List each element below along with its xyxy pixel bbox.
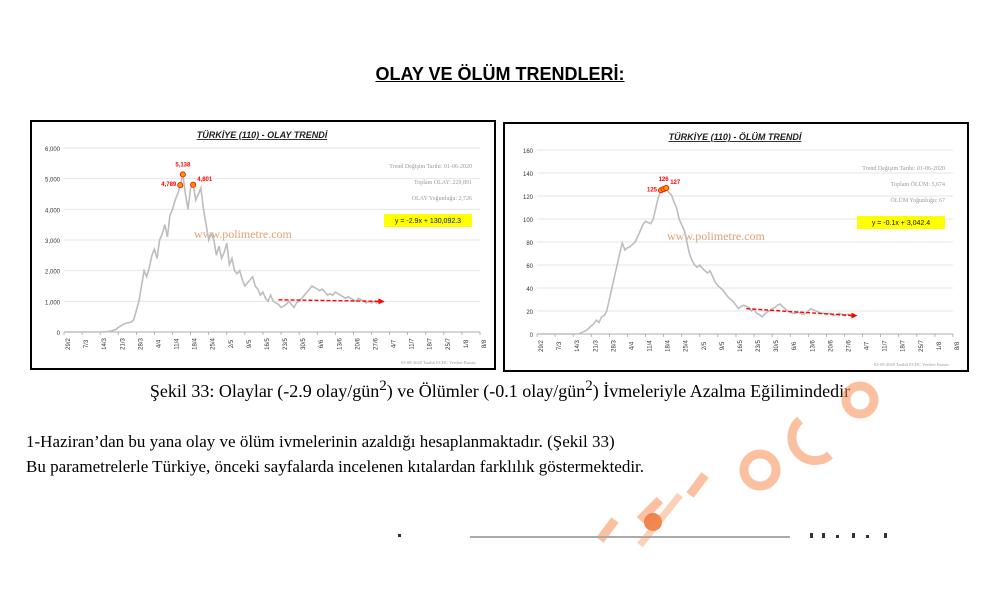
paragraph-1: 1-Haziran’dan bu yana olay ve ölüm ivmelerinin azaldığı hesaplanmaktadır. (Şekil 33) — [26, 432, 615, 451]
y-tick-label: 4,000 — [44, 208, 60, 215]
chart-watermark-text: www.polimetre.com — [194, 227, 292, 241]
figure-caption — [0, 378, 1000, 402]
paragraph-2: Bu parametrelerle Türkiye, önceki sayfalarda incelenen kıtalardan farklılık göstermektedir. — [26, 457, 645, 476]
x-tick-label: 25/4 — [210, 338, 217, 350]
x-tick-label: 14/3 — [102, 338, 109, 350]
y-tick-label: 2,000 — [44, 269, 60, 276]
x-tick-label: 13/6 — [810, 340, 817, 352]
trend-equation: y = -0.1x + 3,042.4 — [871, 220, 931, 227]
y-tick-label: 20 — [526, 310, 533, 316]
x-tick-label: 25/4 — [683, 340, 690, 352]
peak-label: 4,789 — [161, 182, 177, 189]
x-tick-label: 4/4 — [629, 341, 636, 351]
x-tick-label: 21/3 — [593, 340, 600, 352]
x-tick-label: 16/5 — [264, 338, 271, 350]
caption-superscript-1: 2 — [379, 378, 387, 394]
y-tick-label: 1,000 — [44, 300, 60, 307]
chart-info-line: ÖLÜM Yoğunluğu: 67 — [890, 198, 945, 204]
y-tick-label: 6,000 — [44, 147, 60, 153]
x-tick-label: 6/6 — [792, 341, 799, 351]
x-tick-label: 13/6 — [337, 338, 344, 350]
x-tick-label: 23/5 — [283, 338, 290, 350]
chart-info-line: Toplam ÖLÜM: 5,674 — [890, 182, 945, 188]
x-tick-label: 27/6 — [846, 340, 853, 352]
peak-marker — [178, 183, 183, 188]
x-tick-label: 11/7 — [409, 338, 416, 350]
y-tick-label: 5,000 — [44, 177, 60, 184]
y-tick-label: 100 — [522, 218, 533, 224]
olay-trend-chart — [30, 120, 496, 370]
x-tick-label: 29/2 — [539, 340, 545, 352]
peak-label: 127 — [670, 179, 681, 186]
x-tick-label: 20/6 — [828, 340, 835, 352]
peak-label: 5,138 — [175, 162, 191, 169]
chart-footer: 03-08-2020 Tarihli ECDC Verileri Esastır — [873, 362, 949, 367]
peak-label: 4,801 — [197, 176, 213, 183]
x-tick-label: 7/3 — [84, 339, 91, 349]
x-tick-label: 4/7 — [391, 339, 398, 349]
x-tick-label: 11/4 — [647, 340, 654, 352]
x-tick-label: 14/3 — [575, 340, 582, 352]
x-tick-label: 8/8 — [955, 341, 961, 351]
series-line — [537, 188, 852, 334]
x-tick-label: 20/6 — [355, 338, 362, 350]
y-tick-label: 80 — [526, 241, 533, 247]
page-title: OLAY VE ÖLÜM TRENDLERİ: — [375, 64, 625, 84]
chart-watermark-text: www.polimetre.com — [667, 229, 765, 243]
x-tick-label: 2/5 — [228, 339, 235, 349]
x-tick-label: 30/5 — [774, 340, 781, 352]
x-tick-label: 28/3 — [611, 340, 618, 352]
chart-info-line: Trend Değişim Tarihi: 01-06-2020 — [389, 164, 472, 170]
caption-part-1: Şekil 33: Olaylar (-2.9 olay/gün — [149, 381, 380, 401]
x-tick-label: 18/4 — [192, 338, 199, 350]
x-tick-label: 4/4 — [156, 339, 163, 349]
chart-svg — [32, 122, 494, 368]
x-tick-label: 16/5 — [737, 340, 744, 352]
x-tick-label: 18/7 — [427, 338, 434, 350]
x-tick-label: 23/5 — [756, 340, 763, 352]
x-tick-label: 30/5 — [301, 338, 308, 350]
x-tick-label: 18/7 — [900, 340, 907, 352]
peak-label: 125 — [647, 187, 658, 194]
chart-title: TÜRKİYE (110) - OLAY TRENDİ — [196, 130, 328, 140]
x-tick-label: 29/2 — [66, 338, 72, 350]
peak-marker — [191, 182, 196, 187]
chart-info-line: OLAY Yoğunluğu: 2,726 — [411, 196, 472, 202]
x-tick-label: 4/7 — [864, 341, 871, 351]
x-tick-label: 21/3 — [120, 338, 127, 350]
olum-trend-chart — [503, 122, 969, 372]
caption-superscript-2: 2 — [585, 378, 593, 394]
x-tick-label: 7/3 — [557, 341, 564, 351]
y-tick-label: 40 — [526, 287, 533, 293]
chart-footer: 03-08-2020 Tarihli ECDC Verileri Esastır — [400, 360, 476, 365]
y-tick-label: 3,000 — [44, 239, 60, 245]
x-tick-label: 18/4 — [665, 340, 672, 352]
y-tick-label: 0 — [56, 331, 60, 337]
y-tick-label: 140 — [522, 172, 533, 178]
x-tick-label: 1/8 — [463, 339, 470, 349]
trend-arrowhead — [851, 313, 857, 319]
caption-part-2: ) ve Ölümler (-0.1 olay/gün — [386, 381, 586, 401]
x-tick-label: 28/3 — [138, 338, 145, 350]
caption-part-3: ) İvmeleriyle Azalma Eğilimindedir — [592, 381, 851, 401]
chart-info-line: Toplam OLAY: 229,891 — [414, 180, 472, 186]
trend-equation: y = -2.9x + 130,092.3 — [394, 218, 462, 225]
x-tick-label: 1/8 — [936, 341, 943, 351]
peak-marker — [664, 185, 669, 190]
peak-marker — [180, 172, 185, 177]
x-tick-label: 25/7 — [918, 340, 925, 352]
x-tick-label: 11/4 — [174, 338, 181, 350]
chart-info-line: Trend Değişim Tarihi: 01-06-2020 — [862, 166, 945, 172]
x-tick-label: 9/5 — [719, 341, 726, 351]
chart-svg — [505, 124, 967, 370]
peak-label: 126 — [658, 177, 669, 184]
x-tick-label: 27/6 — [373, 338, 380, 350]
chart-title: TÜRKİYE (110) - ÖLÜM TRENDİ — [668, 132, 802, 142]
x-tick-label: 11/7 — [882, 340, 889, 352]
series-line — [64, 174, 384, 332]
x-tick-label: 25/7 — [445, 338, 452, 350]
x-tick-label: 9/5 — [246, 339, 253, 349]
y-tick-label: 60 — [526, 264, 533, 270]
x-tick-label: 2/5 — [701, 341, 708, 351]
x-tick-label: 8/8 — [482, 339, 488, 349]
x-tick-label: 6/6 — [319, 339, 326, 349]
y-tick-label: 160 — [522, 149, 533, 155]
y-tick-label: 0 — [529, 333, 533, 339]
y-tick-label: 120 — [522, 195, 533, 201]
